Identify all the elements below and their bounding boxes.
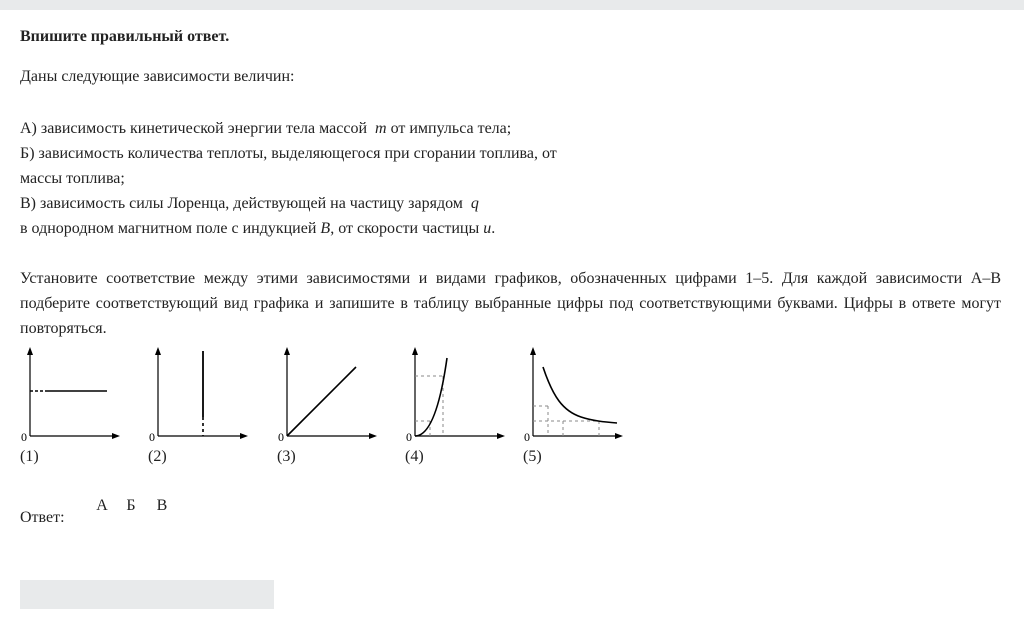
item-b-line2: массы топлива; <box>20 170 125 187</box>
task-question: Установите соответствие между этими зависимостями и видами графиков, обозначенных цифрами 1–5. Для каждой зависимости А–В подберите соответствующий вид графика и запишите в таблицу выбранные цифры под соответствующими буквами. Цифры в ответе могут повторяться. <box>20 270 1001 337</box>
graph-3-origin: 0 <box>278 430 284 444</box>
graph-3-label: (3) <box>277 448 296 465</box>
answer-column-c: В <box>156 497 168 514</box>
task-instruction: Впишите правильный ответ. <box>20 28 230 45</box>
graph-4-origin: 0 <box>406 430 412 444</box>
graph-5-label: (5) <box>523 448 542 465</box>
graph-1-label: (1) <box>20 448 39 465</box>
answer-column-a: А <box>96 497 108 514</box>
answer-label: Ответ: <box>20 509 65 526</box>
top-bar <box>0 0 1024 10</box>
item-b-line1: Б) зависимость количества теплоты, выделяющегося при сгорании топлива, от <box>20 145 557 162</box>
graph-3 <box>275 345 379 445</box>
graph-4 <box>403 345 507 445</box>
task-intro: Даны следующие зависимости величин: <box>20 68 295 85</box>
graph-2 <box>146 345 250 445</box>
item-c-line2: в однородном магнитном поле с индукцией B, от скорости частицы u. <box>20 220 496 237</box>
graph-5 <box>521 345 625 445</box>
graph-5-origin: 0 <box>524 430 530 444</box>
item-c-line1: В) зависимость силы Лоренца, действующей на частицу зарядом q <box>20 195 479 212</box>
graph-1-origin: 0 <box>21 430 27 444</box>
answer-column-b: Б <box>126 497 136 514</box>
graph-1 <box>18 345 122 445</box>
item-a: А) зависимость кинетической энергии тела массой m от импульса тела; <box>20 120 512 137</box>
answer-input[interactable] <box>20 580 274 609</box>
graph-2-label: (2) <box>148 448 167 465</box>
graph-4-label: (4) <box>405 448 424 465</box>
graph-2-origin: 0 <box>149 430 155 444</box>
